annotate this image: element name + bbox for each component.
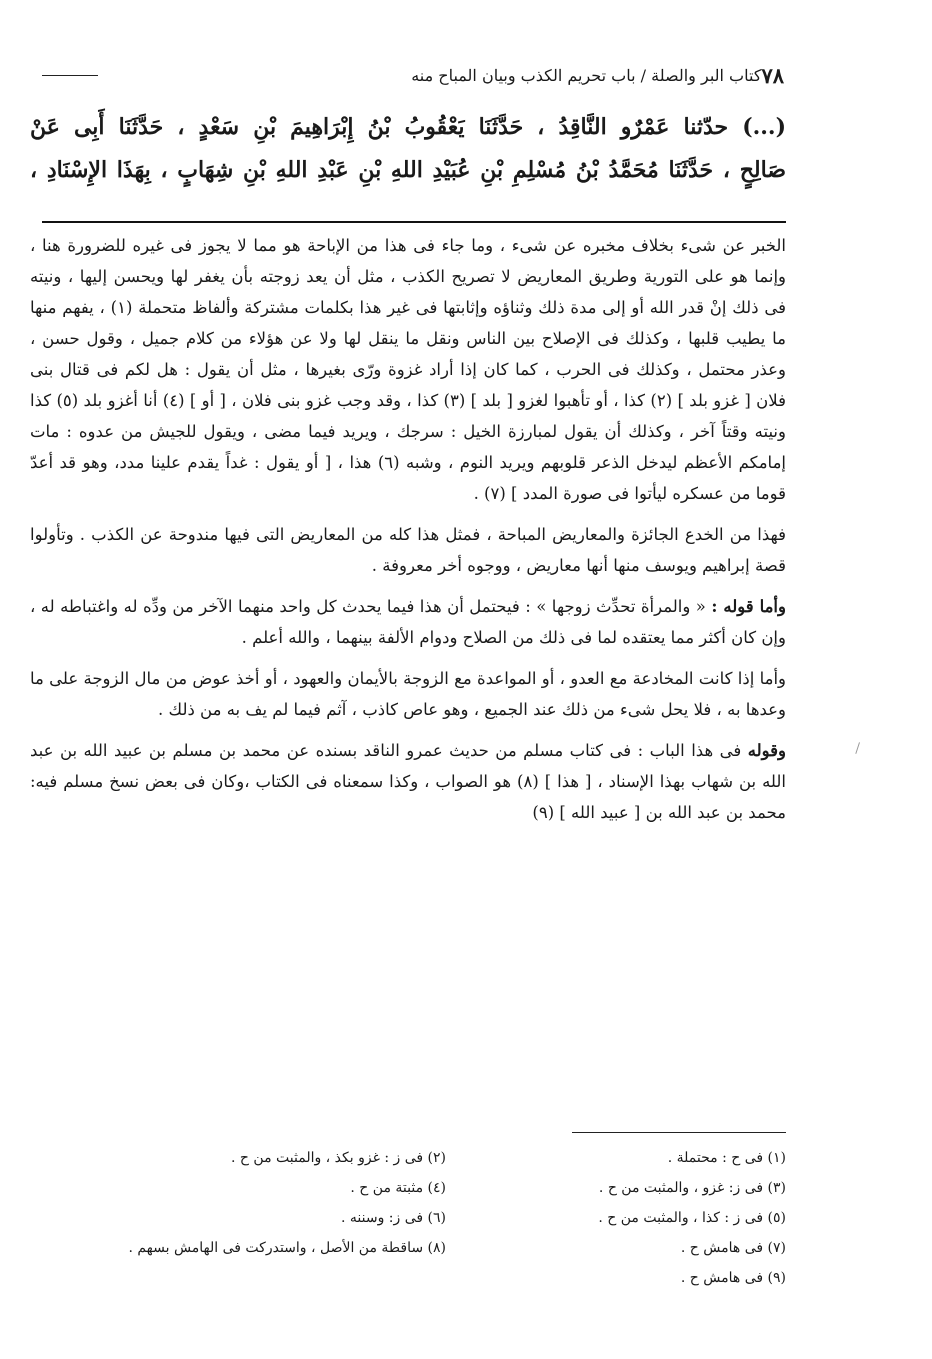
footnote [30,1263,446,1293]
footnote: (٥) فى ز : كذا ، والمثبت من ح . [598,1210,786,1226]
paragraph-body: فى هذا الباب : فى كتاب مسلم من حديث عمرو الناقد بسنده عن محمد بن مسلم بن عبيد الله بن عبد الله بن شهاب بهذا الإسناد ، [ هذا ] (٨) هو الصواب ، وكذا سمعناه فى الكتاب ،وكان فى بعض نسخ مسلم فيه: محمد بن عبد الله بن [ عبيد الله ] (٩) [30,741,786,822]
footnote: (٢) فى ز : غزو بكذ ، والمثبت من ح . [231,1150,446,1166]
commentary-paragraph [30,591,786,653]
commentary [30,230,786,838]
page-header [30,58,786,92]
footnote-row [30,1233,786,1263]
book-page [30,0,786,1359]
page-number: ٧٨ [761,62,784,88]
footnote: (٧) فى هامش ح . [680,1240,786,1256]
footnote-row [30,1263,786,1293]
footnote-row [30,1203,786,1233]
footnote-row [30,1143,786,1173]
footnotes [30,1143,786,1293]
commentary-paragraph: الخبر عن شىء بخلاف مخبره عن شىء ، وما جاء فى هذا من الإباحة هو مما لا يجوز فى غيره للضرورة هنا ، وإنما هو على التورية وطريق المعاريض لا تصريح الكذب ، مثل أن يعد زوجته بأن يغفر لها ويحسن إليها ، ونيته فى ذلك إنْ قدر الله أو إلى مدة ذلك وثناؤه وإثابتها فى غير هذا بكلمات مشتركة وألفاظ متحملة (١) ، يفهم منها ما يطيب قلبها ، وكذلك فى الإصلاح بين الناس ونقل ما ينقل لها ولا عن هؤلاء من كلام جميل ، وقول حسن ، وعذر محتمل ، وكذلك فى الحرب ، كما كان إذا أراد غزوة ورّى بغيرها ، مثل أن يقول : هل لكم فى قتال بنى فلان [ غزو بلد ] (٢) كذا ، أو تأهبوا لغزو [ بلد ] (٣) كذا ، وقد وجب غزو بنى فلان ، [ أو ] (٤) أنا أغزو بلد (٥) كذا ونيته وقتاً آخر ، وكذلك أن يقول لمبارزة الخيل : سرجك ، ويريد فيما مضى ، ويقول للجيش من عدوه : مات إمامكم الأعظم ليدخل الذعر قلوبهم ويريد النوم ، وشبه (٦) هذا ، [ أو يقول : غداً يقدم علينا مدد، وهو قد أعدّ قوما من عسكره ليأتوا فى صورة المدد ] (٧) . [30,236,787,503]
footnote-row [30,1173,786,1203]
hadith-line: صَالِحٍ ، حَدَّثَنَا مُحَمَّدُ بْنُ مُسْلِمِ بْنِ عُبَيْدِ اللهِ بْنِ عَبْدِ اللهِ بْنِ شِهَابٍ ، بِهَذَا الإِسْنَادِ ، [30,157,786,183]
commentary-paragraph: وأما إذا كانت المخادعة مع العدو ، أو المواعدة مع الزوجة بالأيمان والعهود ، أو أخذ عوض من مال الزوجة على ما وعدها به ، فلا يحل شىء من ذلك عند الجميع ، وهو عاص كاذب ، آثم فيما لم يف به من ذلك . [30,669,786,719]
hadith-line: (...) حدّثنا عَمْرٌو النَّاقِدُ ، حَدَّثَنَا يَعْقُوبُ بْنُ إِبْرَاهِيمَ بْنِ سَعْدٍ ، حَدَّثَنَا أَبِى عَنْ [30,114,786,140]
header-rule [42,75,98,76]
footnote: (٤) مثبتة من ح . [350,1180,446,1196]
section-divider [42,221,786,223]
paragraph-lead: وقوله [747,741,786,760]
commentary-paragraph: فهذا من الخدع الجائزة والمعاريض المباحة ، فمثل هذا كله من المعاريض التى فيها مندوحة عن الكذب . وتأولوا قصة إبراهيم ويوسف منها أنها معاريض ، ووجوه أخر معروفة . [30,525,786,575]
footnote: (١) فى ح : محتملة . [667,1150,786,1166]
margin-mark [855,742,865,756]
commentary-paragraph [30,735,786,828]
footnote: (٣) فى ز: غزو ، والمثبت من ح . [598,1180,786,1196]
footnote-divider [572,1132,786,1133]
running-title: كتاب البر والصلة / باب تحريم الكذب وبيان المباح منه [411,65,762,85]
hadith-text [30,106,786,192]
footnote: (٨) ساقطة من الأصل ، واستدركت فى الهامش بسهم . [128,1240,446,1256]
footnote: (٩) فى هامش ح . [680,1270,786,1286]
paragraph-body: « والمرأة تحدِّث زوجها » : فيحتمل أن هذا فيما يحدث كل واحد منهما الآخر من ودِّه له واغتباطه له ، وإن كان أكثر مما يعتقده لما فى ذلك من الصلاح ودوام الألفة بينهما ، والله أعلم . [30,597,786,647]
paragraph-lead: وأما قوله : [711,597,786,616]
footnote: (٦) فى ز: وسننه . [341,1210,446,1226]
